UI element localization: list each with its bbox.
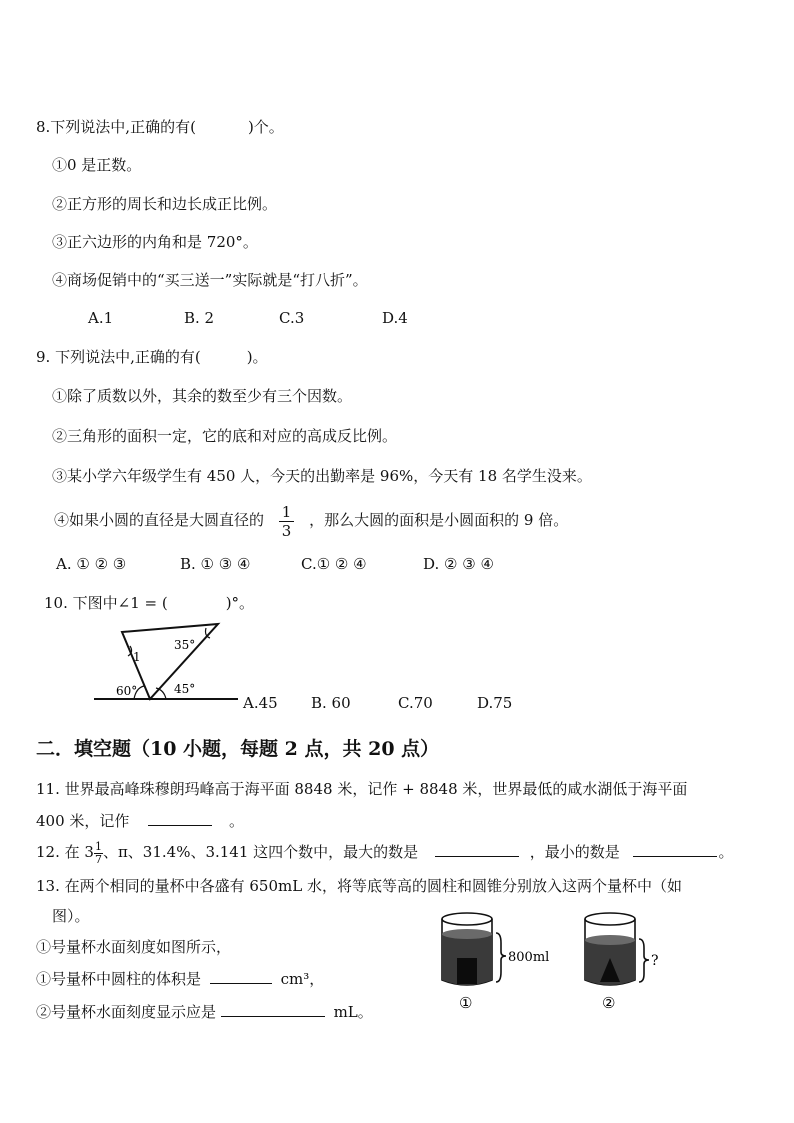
q11-line2-a: 400 米，记作 xyxy=(36,812,130,830)
q12-min-blank[interactable] xyxy=(633,842,717,857)
q9-stem-b: )。 xyxy=(246,348,268,366)
angle-1-label: 1 xyxy=(133,650,141,664)
q8-item-2: ②正方形的周长和边长成正比例。 xyxy=(52,195,278,213)
q9-option-d[interactable]: D. ② ③ ④ xyxy=(423,555,494,573)
q12-text-c: ，最小的数是 xyxy=(529,843,620,861)
q9-item-3: ③某小学六年级学生有 450 人，今天的出勤率是 96%，今天有 18 名学生没来。 xyxy=(52,467,592,485)
cup1-water-surface xyxy=(442,929,492,939)
q8-stem xyxy=(36,117,284,137)
q12-frac-den: 7 xyxy=(94,852,102,866)
angle-60-label: 60° xyxy=(116,684,138,698)
cup1-brace xyxy=(496,933,506,982)
q8-item-1: ①0 是正数。 xyxy=(52,156,142,174)
angle-45-label: 45° xyxy=(174,682,196,696)
q8-stem-a: 8.下列说法中,正确的有( xyxy=(36,118,196,136)
q9-option-c[interactable]: C.① ② ④ xyxy=(301,555,367,573)
q12-text-a: 12. 在 3 xyxy=(36,843,94,861)
cup1-label: 800ml xyxy=(508,950,550,965)
q9-item4-b: ，那么大圆的面积是小圆面积的 9 倍。 xyxy=(309,511,569,529)
cup2-water-surface xyxy=(585,935,635,945)
cup1-number: ① xyxy=(459,994,473,1012)
q13-cylinder-volume-blank[interactable] xyxy=(210,969,272,984)
cup2-brace xyxy=(639,939,649,982)
cup-1-figure xyxy=(436,910,566,1020)
q9-item4-a: ④如果小圆的直径是大圆直径的 xyxy=(54,511,265,529)
q12-max-blank[interactable] xyxy=(435,842,519,857)
q9-item-4 xyxy=(54,500,568,540)
q10-option-a[interactable]: A.45 xyxy=(243,694,278,712)
q8-option-b[interactable]: B. 2 xyxy=(184,309,215,327)
angle-35-label: 35° xyxy=(174,638,196,652)
q9-stem-a: 9. 下列说法中,正确的有( xyxy=(36,348,201,366)
q12-text-b: 、π、31.4%、3.141 这四个数中，最大的数是 xyxy=(102,843,419,861)
q13-line5-b: mL。 xyxy=(333,1003,373,1021)
cup-2-figure xyxy=(580,910,680,1020)
q13-line-4 xyxy=(36,969,324,989)
q11-line2-b: 。 xyxy=(228,812,244,830)
cup2-number: ② xyxy=(602,994,616,1012)
q8-option-a[interactable]: A.1 xyxy=(88,309,114,327)
q10-stem-a: 10. 下图中∠1 = ( xyxy=(44,594,168,612)
q8-stem-b: )个。 xyxy=(247,118,284,136)
q8-item-4: ④商场促销中的“买三送一”实际就是“打八折”。 xyxy=(52,271,368,289)
q13-line-5 xyxy=(36,1002,373,1022)
q9-frac-den: 3 xyxy=(281,521,292,540)
q8-option-c[interactable]: C.3 xyxy=(279,309,305,327)
q13-line-1: 13. 在两个相同的量杯中各盛有 650mL 水，将等底等高的圆柱和圆锥分别放入这两个量杯中（如 xyxy=(36,877,682,895)
cup2-label: ? xyxy=(651,953,659,969)
q9-item-2: ②三角形的面积一定，它的底和对应的高成反比例。 xyxy=(52,427,398,445)
q10-option-b[interactable]: B. 60 xyxy=(311,694,351,712)
q10-stem xyxy=(44,593,254,613)
q10-triangle-figure xyxy=(88,618,258,708)
q13-line5-a: ②号量杯水面刻度显示应是 xyxy=(36,1003,217,1021)
q11-line-1: 11. 世界最高峰珠穆朗玛峰高于海平面 8848 米，记作 + 8848 米，世界最低的咸水湖低于海平面 xyxy=(36,780,688,798)
cup1-rim xyxy=(442,913,492,925)
q10-stem-b: )°。 xyxy=(225,594,255,612)
cup2-rim xyxy=(585,913,635,925)
q8-option-d[interactable]: D.4 xyxy=(382,309,408,327)
q9-fraction xyxy=(279,503,295,540)
q10-option-d[interactable]: D.75 xyxy=(477,694,513,712)
q13-line-3: ①号量杯水面刻度如图所示， xyxy=(36,938,232,956)
q12-line xyxy=(36,836,734,868)
q9-frac-num: 1 xyxy=(279,503,295,522)
q9-option-a[interactable]: A. ① ② ③ xyxy=(56,555,127,573)
section-2-title: 二．填空题（10 小题，每题 2 点，共 20 点） xyxy=(36,738,440,760)
q9-item-1: ①除了质数以外，其余的数至少有三个因数。 xyxy=(52,387,353,405)
q13-reading-blank[interactable] xyxy=(221,1002,325,1017)
q11-line-2 xyxy=(36,811,244,831)
q11-answer-blank[interactable] xyxy=(148,811,212,826)
q12-text-d: 。 xyxy=(718,843,734,861)
q8-item-3: ③正六边形的内角和是 720°。 xyxy=(52,233,258,251)
q12-frac-num: 1 xyxy=(94,839,102,853)
q13-line4-a: ①号量杯中圆柱的体积是 xyxy=(36,970,202,988)
q9-option-b[interactable]: B. ① ③ ④ xyxy=(180,555,251,573)
q9-stem xyxy=(36,347,268,367)
q13-line4-b: cm³， xyxy=(280,970,325,988)
cup1-cylinder xyxy=(457,958,477,984)
q10-option-c[interactable]: C.70 xyxy=(398,694,433,712)
q12-fraction xyxy=(94,841,103,866)
q13-line-2: 图）。 xyxy=(52,907,90,925)
